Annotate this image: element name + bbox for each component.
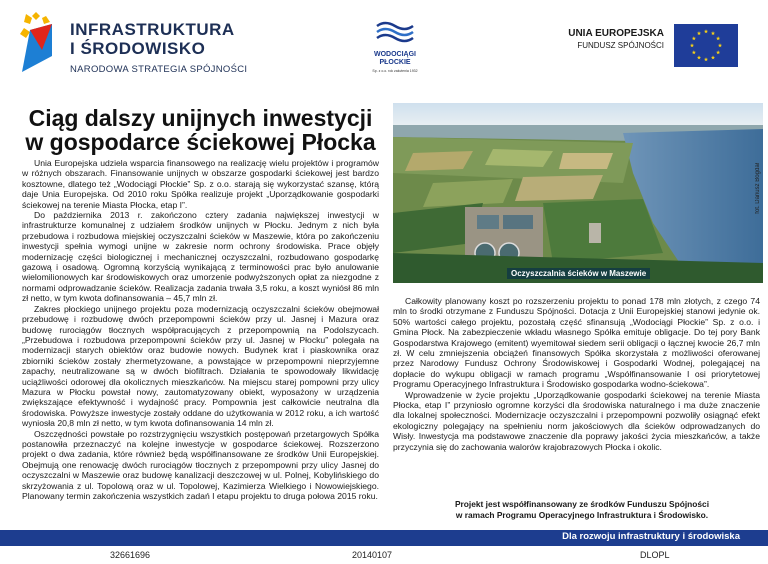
- wodociagi-name-line2: PŁOCKIE: [379, 59, 411, 66]
- right-paragraph: Wprowadzenie w życie projektu „Uporządkowanie gospodarki ściekowej na terenie Miasta Płocka, etap I” przyniosło ogromne korzyści dla środowiska naturalnego i ma duże znaczenie dla lokalnej społeczności. Modernizacje oczyszczalni i przepompowni pozwoliły osiągnąć efekt ekologiczny polegający na spełnieniu norm jakościowych dla ścieków odprowadzanych do Wisły. Inwestycja ma podstawowe znaczenie dla poprawy jakości życia mieszkańców, a także przyczynia się do zachowania walorów krajobrazowych Płocka i okolic.: [393, 389, 760, 452]
- left-paragraph: Zakres płockiego unijnego projektu poza modernizacją oczyszczalni ścieków obejmował przebudowę i rozbudowę dwóch przepompowni ścieków przy ul. Jasnej i Mazura oraz budowę rurociągów tłocznych współpracujących z przepompownią na Podolszycach. „Przebudowa i rozbudowa przepompowni ścieków przy ul. Jasnej w Płocku” polegała na modernizacji starych obiektów oraz budowie nowych. Budynek krat i piaskownika oraz zbiorniki ścieków zostały zhermetyzowane, a powstające w przepompowni nieprzyjemne zapachy, neutralizowane są w dwóch biofiltrach. Działania te spowodowały likwidację uciążliwości odorowej dla okolicznych mieszkańców. Na miejscu starej pompowni przy ulicy Mazura w Płocku powstał nowy, zautomatyzowany obiekt, wyposażony w urządzenia zwiększające efektywność i wydajność pracy. Pompownia jest całkowicie neutralna dla środowiska. Powyższe inwestycje zostały oddane do użytkowania w 2012 roku, a ich wartość wyniosła 20,8 mln zł netto, w tym kwota dofinansowania 14 mln zł.: [22, 303, 379, 429]
- project-note-line2: w ramach Programu Operacyjnego Infrastruktura i Środowisko.: [455, 509, 709, 520]
- aerial-photo-image: [393, 103, 763, 283]
- article-left-column: [22, 158, 379, 501]
- headline-line2: w gospodarce ściekowej Płocka: [25, 129, 376, 155]
- ue-subtitle: FUNDUSZ SPÓJNOŚCI: [577, 41, 664, 50]
- footer-code: DLOPL: [640, 550, 670, 560]
- header: [0, 0, 768, 88]
- article-right-column: [393, 296, 760, 452]
- is-title: [70, 20, 235, 58]
- left-paragraph: Do października 2013 r. zakończono cztery zadania największej inwestycji w infrastrukturze komunalnej z udziałem środków unijnych w Płocku. Jednym z nich była przebudowa i rozbudowa miejskiej oczyszczalni ścieków w Maszewie, która po zakończeniu inwestycji spełnia wymogi unijne w zakresie norm ochrony środowiska. Prace objęły modernizację części biologicznej i mechanicznej oczyszczalni, rozbudowano gospodarkę gazową i osadową. Ogromną korzyścią wynikającą z terminowości prac było anulowanie wielomilionowych kar środowiskowych oraz umorzenie podwyższonych opłat za niezgodne z normami odprowadzanie ścieków. Realizacja zadania trwała 3,5 roku, a koszt wyniósł 86 mln zł netto, w tym kwota dofinansowania – 45,7 mln zł.: [22, 210, 379, 304]
- wodociagi-name-line1: WODOCIĄGI: [374, 51, 416, 58]
- ue-text: [568, 28, 664, 50]
- headline-line1: Ciąg dalszy unijnych inwestycji: [28, 105, 373, 131]
- infrastruktura-logo-icon: [18, 10, 58, 76]
- ue-title: UNIA EUROPEJSKA: [568, 28, 664, 39]
- eu-flag-icon: [674, 24, 738, 67]
- wodociagi-logo: [370, 20, 420, 76]
- left-paragraph: Oszczędności powstałe po rozstrzygnięciu wszystkich postępowań przetargowych Spółka postanowiła przeznaczyć na kolejne inwestycje w gospodarce ściekowej. Rozszerzono projekt o dwa zadania, które również będą współfinansowane ze środków Unii Europejskiej. Obejmują one renowację dwóch rurociągów tłocznych z przepompowni przy ulicy Jasnej do oczyszczalni w Maszewie oraz budowę kanalizacji deszczowej w ul. Polnej, Kobylińskiego do skrzyżowania z ul. Topolową oraz w ul. Topolowej, Kazimierza Wielkiego i Nowowiejskiego. Planowany termin zakończenia wszystkich zadań I etapu projektu to druga połowa 2015 roku.: [22, 428, 379, 501]
- photo-caption: Oczyszczalnia ścieków w Maszewie: [507, 268, 650, 279]
- project-note-line1: Projekt jest współfinansowany ze środków Funduszu Spójności: [454, 499, 710, 509]
- footer-id: 32661696: [110, 550, 151, 560]
- wave-icon: [375, 20, 415, 44]
- is-title-line1: INFRASTRUKTURA: [70, 20, 235, 39]
- is-subtitle: NARODOWA STRATEGIA SPÓJNOŚCI: [70, 64, 248, 75]
- left-paragraph: Unia Europejska udziela wsparcia finansowego na realizację wielu projektów i programów w różnych obszarach. Finansowanie unijnych w obszarze gospodarki ściekowej jest bardzo kosztowne, dlatego też „Wodociągi Płockie” Sp. z o.o. starają się wykorzystać szansę, którą daje Unia Europejska. Od 2010 roku Spółka realizuje projekt „Uporządkowanie gospodarki ściekowej na terenie Miasta Płocka, etap I”.: [22, 158, 379, 210]
- footer-slogan: Dla rozwoju infrastruktury i środowiska: [562, 531, 740, 542]
- photo-credit: fot. Dariusz Bogdał: [755, 163, 761, 214]
- is-title-line2: I ŚRODOWISKO: [70, 39, 206, 58]
- aerial-photo: [393, 103, 763, 283]
- wodociagi-small-print: Sp. z o.o. rok założenia 1932: [372, 69, 418, 73]
- footer-date: 20140107: [352, 550, 393, 560]
- right-paragraph: Całkowity planowany koszt po rozszerzeniu projektu to ponad 178 mln złotych, z czego 74 mln to środki otrzymane z Funduszu Spójności. Dotacja z Unii Europejskiej stanowi jedynie ok. 50% wartości całego projektu, pozostałą część sfinansują „Wodociągi Płockie” Sp. z o.o. i Gmina Płock. Na zabezpieczenie wkładu własnego Spółka emituje obligacje. Do tej pory Bank Gospodarstwa Krajowego (emitent) wyemitował siedem serii obligacji o łącznej kwocie 26,7 mln zł. W celu zmniejszenia obciążeń finansowych Spółka skorzystała z możliwości oferowanej przez Narodowy Fundusz Ochrony Środowiskowej i Gospodarki Wodnej, polegającej na dopłacie do wykupu obligacji w ramach programu „Współfinansowanie I osi priorytetowej Programu Operacyjnego Infrastruktura i Środowisko gospodarka wodno-ściekowa”.: [393, 296, 760, 390]
- headline: [18, 106, 383, 154]
- project-note: [432, 499, 732, 520]
- footer-bar: [0, 530, 768, 546]
